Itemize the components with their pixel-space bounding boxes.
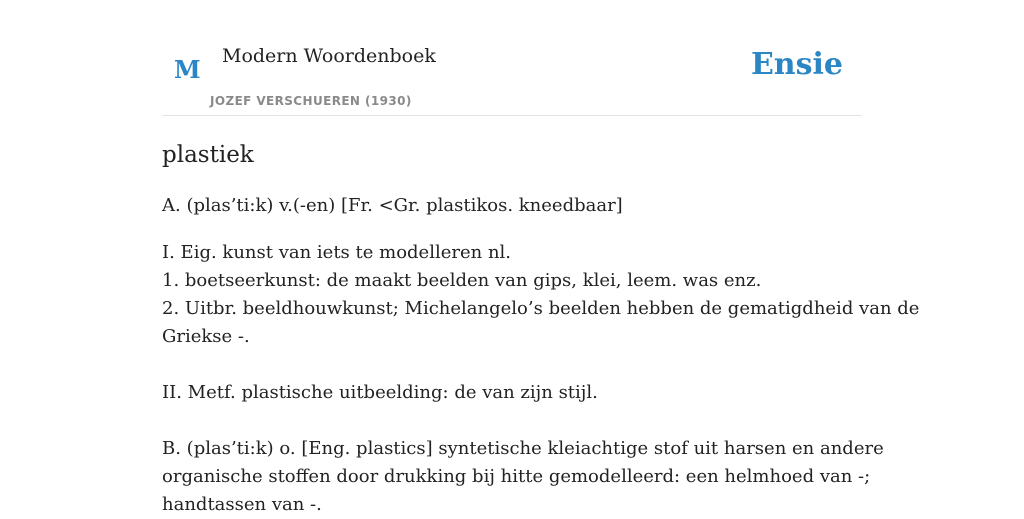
page <box>162 0 920 515</box>
book-author: JOZEF VERSCHUEREN (1930) <box>210 94 412 108</box>
sense-i-line: 1. boetseerkunst: de maakt beelden van gips, klei, leem. was enz. <box>162 270 762 291</box>
book-logo-letter[interactable]: M <box>174 55 201 84</box>
definition-b-line: B. (plas’ti:k) o. [Eng. plastics] syntetische kleiachtige stof uit harsen en andere <box>162 438 884 459</box>
sense-i-line: I. Eig. kunst van iets te modelleren nl. <box>162 242 512 263</box>
site-header <box>162 0 862 116</box>
book-title-link[interactable]: Modern Woordenboek <box>222 45 436 67</box>
sense-i-block <box>162 239 920 351</box>
sense-i-line: Griekse -. <box>162 326 250 347</box>
brand-logo-link[interactable]: Ensie <box>750 47 843 82</box>
sense-ii: II. Metf. plastische uitbeelding: de van zijn stijl. <box>162 382 598 403</box>
definition-a: A. (plas’ti:k) v.(-en) [Fr. <Gr. plastikos. kneedbaar] <box>162 195 623 216</box>
entry-term: plastiek <box>162 142 254 168</box>
definition-b-line: organische stoffen door drukking bij hitte gemodelleerd: een helmhoed van -; <box>162 466 871 487</box>
definition-b-line: handtassen van -. <box>162 494 322 515</box>
sense-i-line: 2. Uitbr. beeldhouwkunst; Michelangelo’s beelden hebben de gematigdheid van de <box>162 298 920 319</box>
definition-b-block <box>162 435 884 519</box>
